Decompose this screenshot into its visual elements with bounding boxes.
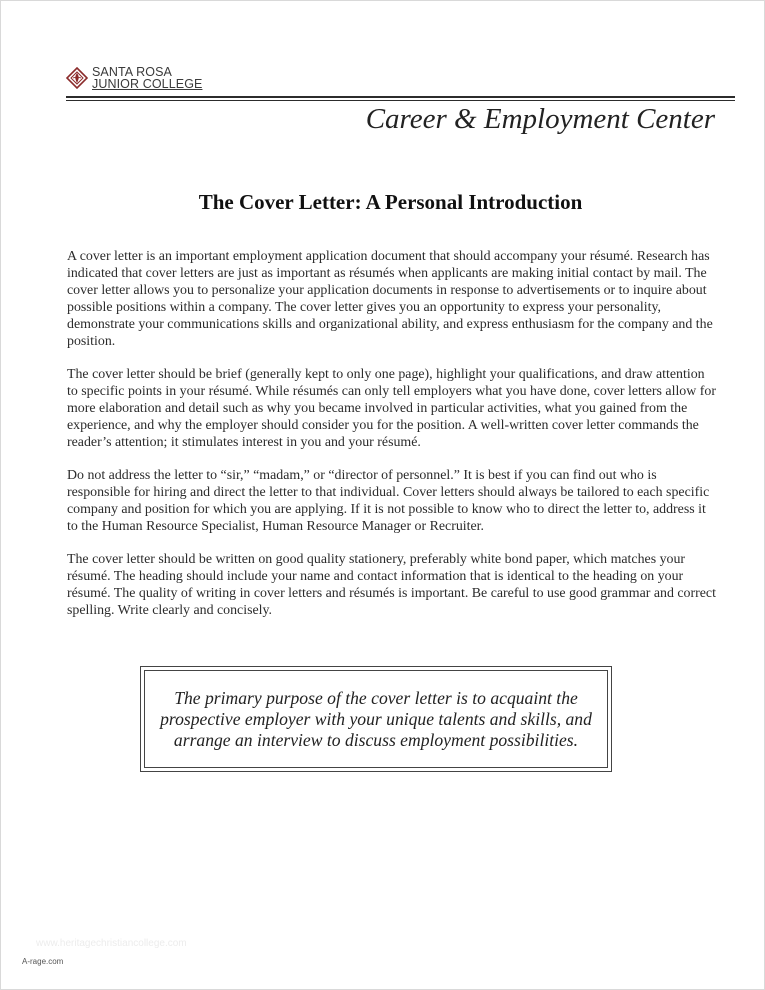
paragraph-length: The cover letter should be brief (generally kept to only one page), highlight your qualifications, and draw attention to specific points in your résumé. While résumés can only tell employers what you have done, cover letters allow for more elaboration and detail such as why you became involved in particular activities, what you gained from the experience, and why the employer should consider you for the position. A well-written cover letter commands the reader’s attention; it stimulates interest in you and your résumé. (67, 367, 716, 450)
header-rule-thin (66, 100, 735, 101)
center-name: Career & Employment Center (365, 103, 715, 135)
paragraph-addressing: Do not address the letter to “sir,” “madam,” or “director of personnel.” It is best if you can find out who is responsible for hiring and direct the letter to that individual. Cover letters should always be tailored to each specific company and position for which you are applying. If it is not possible to know who to direct the letter to, address it to the Human Resource Specialist, Human Resource Manager or Recruiter. (67, 468, 710, 534)
college-name-line1: SANTA ROSA (92, 65, 172, 79)
purpose-callout-text: The primary purpose of the cover letter is to acquaint the prospective employer with your unique talents and skills, and arrange an interview to discuss employment possibilities. (160, 687, 592, 750)
header-rule-thick (66, 96, 735, 98)
purpose-callout-box (140, 666, 612, 772)
site-credit: A-rage.com (22, 957, 64, 966)
college-logo (66, 66, 202, 90)
watermark-text: www.heritagechristiancollege.com (36, 938, 187, 949)
paragraph-intro: A cover letter is an important employment application document that should accompany your résumé. Research has indicated that cover letters are just as important as résumés when applicants are making initial contact by mail. The cover letter allows you to personalize your application documents in response to advertisements or to inquire about possible positions within a company. The cover letter gives you an opportunity to express your personality, demonstrate your communications skills and organizational ability, and express enthusiasm for the company and the position. (67, 249, 713, 349)
document-body (67, 248, 717, 635)
purpose-callout-inner (144, 670, 608, 768)
paragraph-stationery: The cover letter should be written on good quality stationery, preferably white bond paper, which matches your résumé. The heading should include your name and contact information that is identical to the heading on your résumé. The quality of writing in cover letters and résumés is important. Be careful to use good grammar and correct spelling. Write clearly and concisely. (67, 552, 716, 618)
college-name (92, 66, 202, 90)
college-seal-icon (66, 67, 88, 89)
document-title: The Cover Letter: A Personal Introduction (198, 190, 583, 214)
college-name-line2: JUNIOR COLLEGE (92, 77, 203, 91)
